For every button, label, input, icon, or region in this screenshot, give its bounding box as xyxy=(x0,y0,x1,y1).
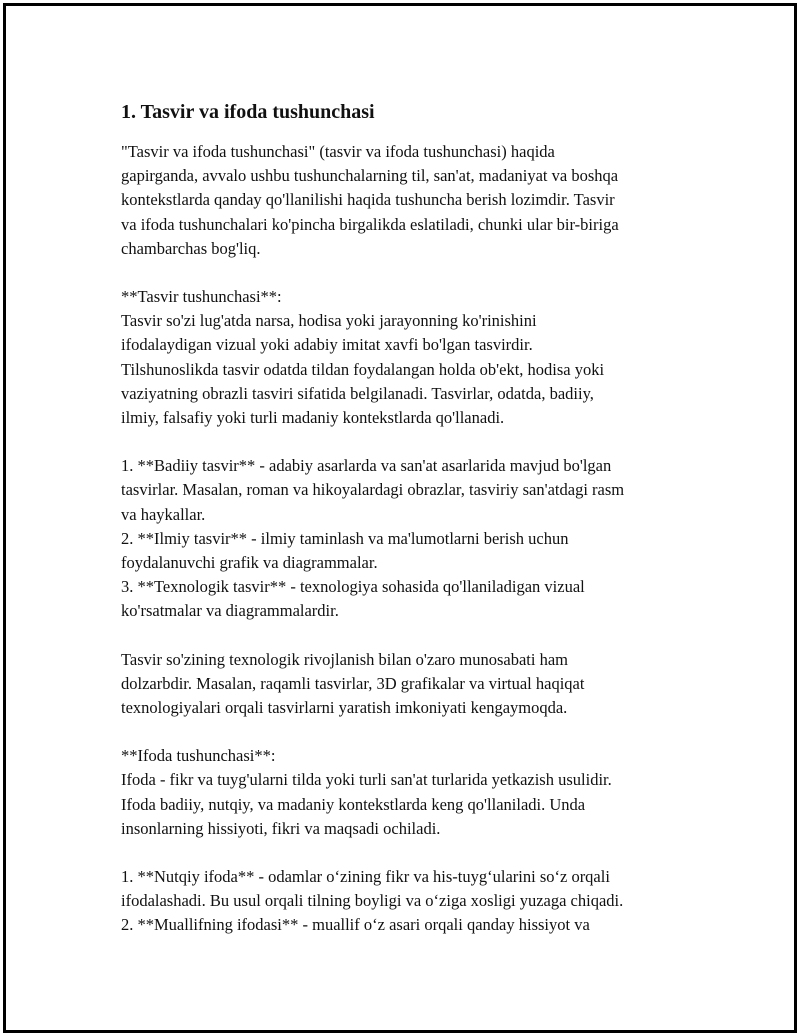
text-line: 1. **Badiiy tasvir** - adabiy asarlarda va san'at asarlarida mavjud bo'lgan xyxy=(121,456,612,476)
text-line: Tilshunoslikda tasvir odatda tildan foydalangan holda ob'ekt, hodisa yoki xyxy=(121,359,605,379)
text-line: foydalanuvchi grafik va diagrammalar. xyxy=(121,553,378,573)
text-line: **Ifoda tushunchasi**: xyxy=(121,746,276,766)
paragraph xyxy=(121,454,691,623)
text-line: 2. **Muallifning ifodasi** - muallif o‘z asari orqali qanday hissiyot va xyxy=(121,915,590,935)
text-line: va haykallar. xyxy=(121,504,206,524)
text-line: "Tasvir va ifoda tushunchasi" (tasvir va ifoda tushunchasi) haqida xyxy=(121,142,555,161)
text-line: insonlarning hissiyoti, fikri va maqsadi ochiladi. xyxy=(121,818,441,838)
paragraph xyxy=(121,648,691,721)
text-line: 3. **Texnologik tasvir** - texnologiya sohasida qo'llaniladigan vizual xyxy=(121,577,585,597)
document-body xyxy=(121,98,691,962)
paragraph xyxy=(121,744,691,841)
paragraph-container xyxy=(121,140,691,938)
text-line: Tasvir so'zi lug'atda narsa, hodisa yoki jarayonning ko'rinishini xyxy=(121,311,537,331)
text-line: 2. **Ilmiy tasvir** - ilmiy taminlash va ma'lumotlarni berish uchun xyxy=(121,528,569,548)
text-line: Ifoda - fikr va tuyg'ularni tilda yoki turli san'at turlarida yetkazish usulidir. xyxy=(121,770,612,790)
text-line: ko'rsatmalar va diagrammalardir. xyxy=(121,601,339,621)
text-line: texnologiyalari orqali tasvirlarni yaratish imkoniyati kengaymoqda. xyxy=(121,698,568,718)
text-line: Tasvir so'zining texnologik rivojlanish bilan o'zaro munosabati ham xyxy=(121,649,568,669)
text-line: ifodalashadi. Bu usul orqali tilning boyligi va o‘ziga xosligi yuzaga chiqadi. xyxy=(121,891,624,911)
text-line: dolzarbdir. Masalan, raqamli tasvirlar, 3D grafikalar va virtual haqiqat xyxy=(121,673,585,693)
text-line: ifodalaydigan vizual yoki adabiy imitat xavfi bo'lgan tasvirdir. xyxy=(121,335,533,355)
text-line: chambarchas bog'liq. xyxy=(121,238,261,258)
text-line: kontekstlarda qanday qo'llanilishi haqida tushuncha berish lozimdir. Tasvir xyxy=(121,190,615,210)
paragraph xyxy=(121,140,691,261)
document-title: 1. Tasvir va ifoda tushunchasi xyxy=(121,101,375,123)
text-line: Ifoda badiiy, nutqiy, va madaniy kontekstlarda keng qo'llaniladi. Unda xyxy=(121,794,586,814)
text-line: ilmiy, falsafiy yoki turli madaniy kontekstlarda qo'llanadi. xyxy=(121,408,505,428)
text-line: gapirganda, avvalo ushbu tushunchalarning til, san'at, madaniyat va boshqa xyxy=(121,166,619,186)
text-line: 1. **Nutqiy ifoda** - odamlar o‘zining fikr va his-tuyg‘ularini so‘z orqali xyxy=(121,867,610,887)
text-line: vaziyatning obrazli tasviri sifatida belgilanadi. Tasvirlar, odatda, badiiy, xyxy=(121,383,594,403)
text-line: **Tasvir tushunchasi**: xyxy=(121,287,282,307)
text-line: va ifoda tushunchalari ko'pincha birgalikda eslatiladi, chunki ular bir-biriga xyxy=(121,214,619,234)
paragraph xyxy=(121,865,691,938)
paragraph xyxy=(121,285,691,430)
page-frame xyxy=(3,3,797,1033)
text-line: tasvirlar. Masalan, roman va hikoyalardagi obrazlar, tasviriy san'atdagi rasm xyxy=(121,480,625,500)
